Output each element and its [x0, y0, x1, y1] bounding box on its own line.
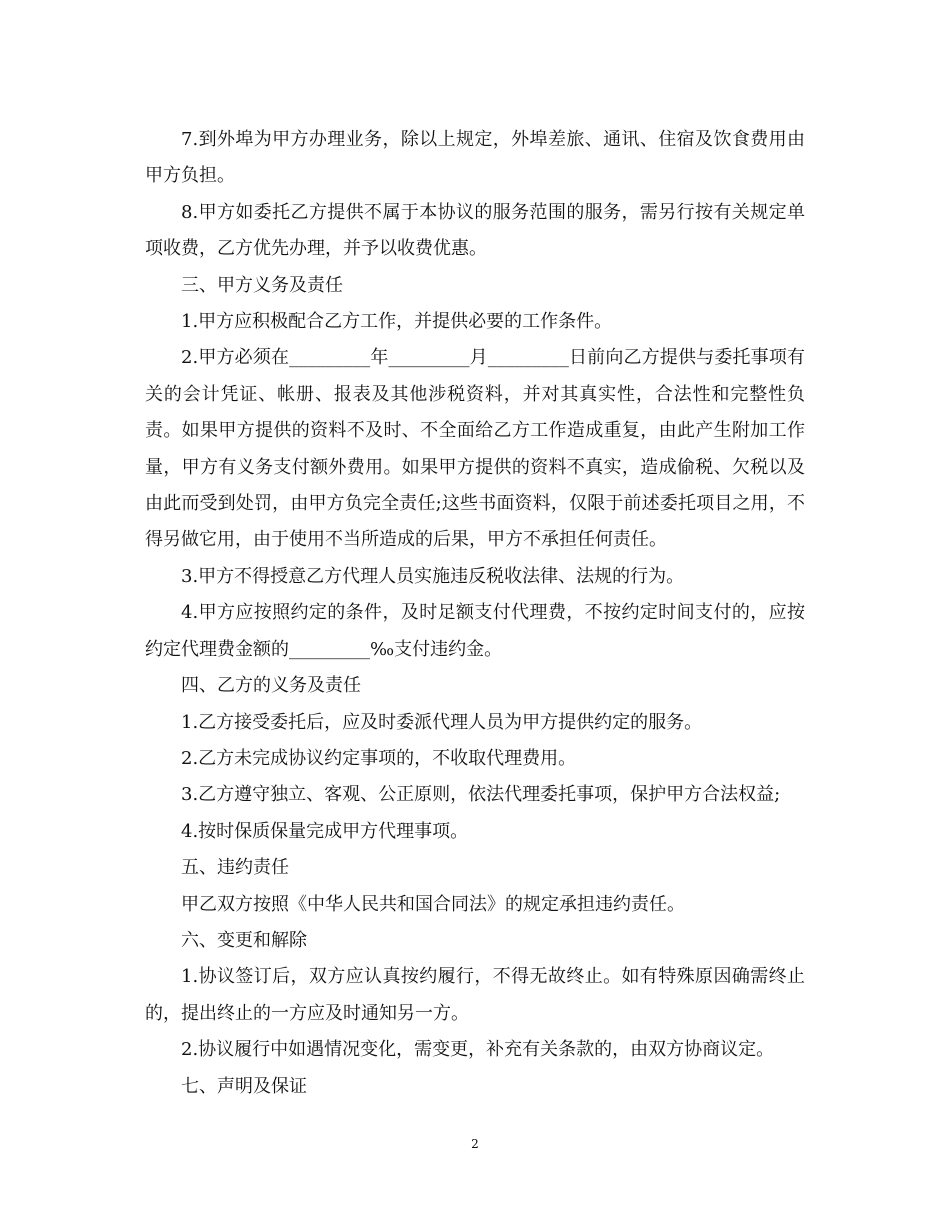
paragraph-breach-liability: 甲乙双方按照《中华人民共和国合同法》的规定承担违约责任。: [181, 893, 685, 915]
page-number: 2: [471, 1137, 479, 1151]
paragraph-party-b-3: 3.乙方遵守独立、客观、公正原则，依法代理委托事项，保护甲方合法权益;: [181, 784, 781, 806]
paragraph-party-b-1: 1.乙方接受委托后，应及时委派代理人员为甲方提供约定的服务。: [181, 711, 703, 733]
paragraph-party-a-3: 3.甲方不得授意乙方代理人员实施违反税收法律、法规的行为。: [181, 565, 685, 587]
paragraph-party-a-1: 1.甲方应积极配合乙方工作，并提供必要的工作条件。: [181, 311, 613, 333]
paragraph-party-b-2: 2.乙方未完成协议约定事项的，不收取代理费用。: [181, 747, 577, 769]
paragraph-change-1: 1.协议签订后，双方应认真按约履行，不得无故终止。如有特殊原因确需终止的，提出终止的一方应及时通知另一方。: [145, 966, 805, 1024]
section-heading-change-termination: 六、变更和解除: [181, 929, 307, 951]
section-heading-party-a-duties: 三、甲方义务及责任: [181, 274, 343, 296]
section-heading-declarations: 七、声明及保证: [181, 1075, 307, 1097]
paragraph-party-a-2: 2.甲方必须在_________年_________月_________日前向乙方提供与委托事项有关的会计凭证、帐册、报表及其他涉税资料，并对其真实性，合法性和完整性负责。如果甲方提供的资料不及时、不全面给乙方工作造成重复，由此产生附加工作量，甲方有义务支付额外费用。如果甲方提供的资料不真实，造成偷税、欠税以及由此而受到处罚，由甲方负完全责任;这些书面资料，仅限于前述委托项目之用，不得另做它用，由于使用不当所造成的后果，甲方不承担任何责任。: [145, 347, 805, 551]
paragraph-change-2: 2.协议履行中如遇情况变化，需变更，补充有关条款的，由双方协商议定。: [181, 1039, 775, 1061]
paragraph-party-b-4: 4.按时保质保量完成甲方代理事项。: [181, 820, 469, 842]
paragraph-clause-7: 7.到外埠为甲方办理业务，除以上规定，外埠差旅、通讯、住宿及饮食费用由甲方负担。: [145, 129, 805, 187]
document-body: [145, 122, 805, 1105]
paragraph-clause-8: 8.甲方如委托乙方提供不属于本协议的服务范围的服务，需另行按有关规定单项收费，乙方优先办理，并予以收费优惠。: [145, 201, 805, 260]
section-heading-party-b-duties: 四、乙方的义务及责任: [181, 675, 361, 697]
paragraph-party-a-4: 4.甲方应按照约定的条件，及时足额支付代理费，不按约定时间支付的，应按约定代理费金额的_________‰支付违约金。: [145, 602, 805, 660]
section-heading-breach-liability: 五、违约责任: [181, 857, 289, 879]
